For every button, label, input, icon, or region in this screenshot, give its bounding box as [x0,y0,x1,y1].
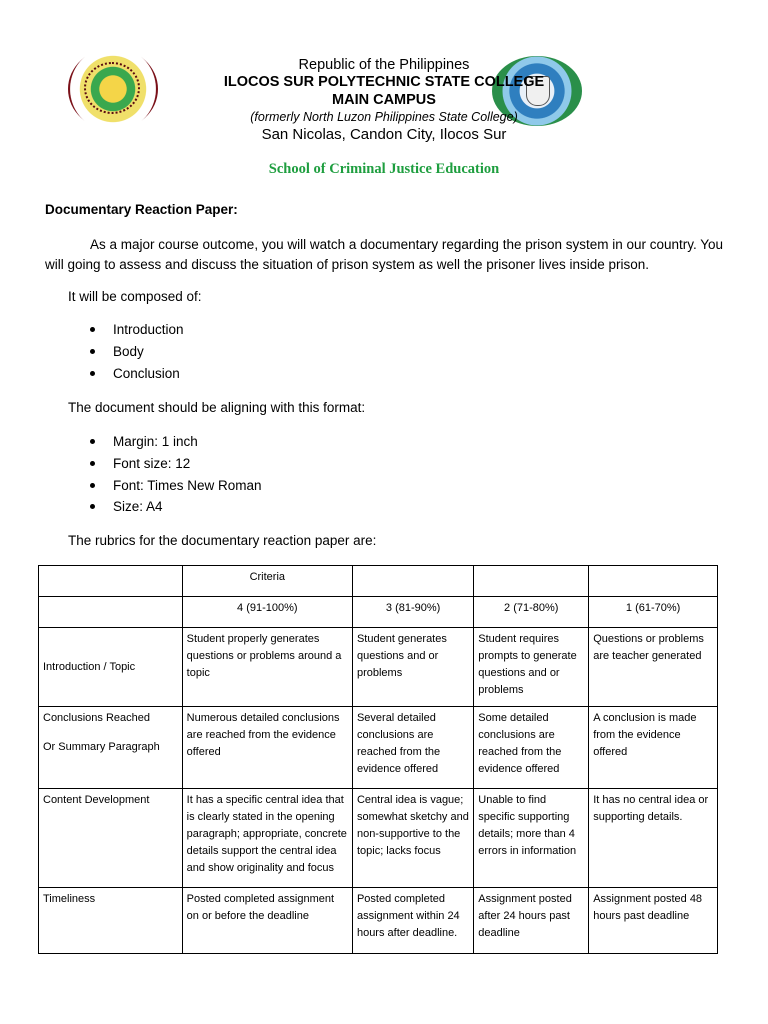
table-cell: Some detailed conclusions are reached from the evidence offered [474,707,589,789]
list-item: Size: A4 [90,496,262,518]
table-row [39,707,718,789]
college-name: ILOCOS SUR POLYTECHNIC STATE COLLEGE [223,74,545,90]
former-name: (formerly North Luzon Philippines State College) [250,110,518,124]
criterion-cell [39,707,183,789]
bullet-icon [90,349,95,354]
criterion-cell: Timeliness [39,888,183,954]
table-cell: Assignment posted after 24 hours past deadline [474,888,589,954]
table-cell [39,566,183,597]
bullet-icon [90,504,95,509]
bullet-icon [90,371,95,376]
table-cell: A conclusion is made from the evidence offered [589,707,718,789]
format-list [90,431,262,518]
composed-intro: It will be composed of: [68,289,202,304]
bullet-icon [90,327,95,332]
table-cell: Numerous detailed conclusions are reached from the evidence offered [182,707,352,789]
list-item: Font size: 12 [90,453,262,475]
level-header: 2 (71-80%) [474,597,589,628]
table-cell: Central idea is vague; somewhat sketchy and non-supportive to the topic; lacks focus [352,789,473,888]
intro-paragraph: As a major course outcome, you will watch a documentary regarding the prison system in our country. You will going to assess and discuss the situation of prison system as well the prisoner lives inside prison. [45,237,724,272]
bullet-icon [90,483,95,488]
criterion-cell: Introduction / Topic [39,628,183,707]
document-title: Documentary Reaction Paper: [45,202,238,217]
campus-name: MAIN CAMPUS [332,92,436,108]
table-cell [39,597,183,628]
college-address: San Nicolas, Candon City, Ilocos Sur [261,126,507,143]
school-name: School of Criminal Justice Education [268,161,500,177]
table-cell [352,566,473,597]
table-cell [474,566,589,597]
table-cell: Several detailed conclusions are reached from the evidence offered [352,707,473,789]
level-header: 3 (81-90%) [352,597,473,628]
table-cell: It has a specific central idea that is clearly stated in the opening paragraph; appropriate, concrete details support the central idea and show originality and focus [182,789,352,888]
table-cell: Student requires prompts to generate questions and or problems [474,628,589,707]
rubric-table [38,565,718,954]
list-item: Margin: 1 inch [90,431,262,453]
table-cell: Posted completed assignment within 24 hours after deadline. [352,888,473,954]
table-levels-row [39,597,718,628]
format-intro: The document should be aligning with this format: [68,400,366,415]
list-item: Introduction [90,319,184,341]
criterion-line: Conclusions Reached [43,712,151,724]
table-cell: Unable to find specific supporting details; more than 4 errors in information [474,789,589,888]
level-header: 1 (61-70%) [589,597,718,628]
table-cell: Student properly generates questions or problems around a topic [182,628,352,707]
republic-heading: Republic of the Philippines [298,57,470,73]
rubrics-intro: The rubrics for the documentary reaction paper are: [68,533,377,548]
criterion-line: Or Summary Paragraph [43,741,160,753]
list-item: Font: Times New Roman [90,475,262,497]
table-cell: Student generates questions and or problems [352,628,473,707]
table-cell [589,566,718,597]
table-cell: Assignment posted 48 hours past deadline [589,888,718,954]
table-cell: Posted completed assignment on or before the deadline [182,888,352,954]
criteria-header: Criteria [182,566,352,597]
bullet-icon [90,461,95,466]
table-cell: It has no central idea or supporting details. [589,789,718,888]
table-row [39,628,718,707]
table-row [39,888,718,954]
table-cell: Questions or problems are teacher generated [589,628,718,707]
table-header-row [39,566,718,597]
bullet-icon [90,439,95,444]
list-item: Conclusion [90,363,184,385]
composed-list [90,319,184,384]
list-item: Body [90,341,184,363]
level-header: 4 (91-100%) [182,597,352,628]
criterion-cell: Content Development [39,789,183,888]
table-row [39,789,718,888]
